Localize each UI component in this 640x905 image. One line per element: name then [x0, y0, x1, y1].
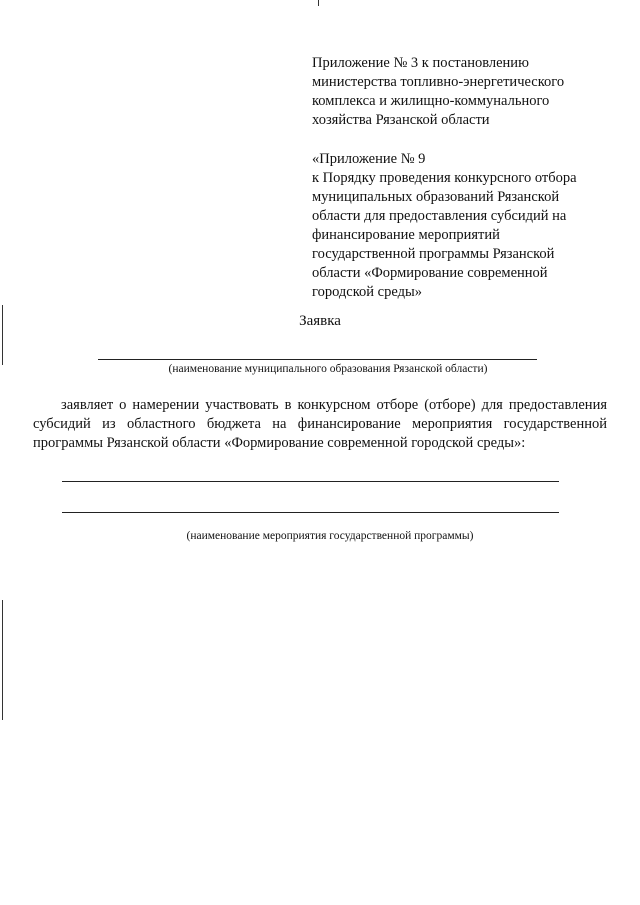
appendix-header	[312, 54, 612, 302]
event-caption: (наименование мероприятия государственной программы)	[186, 530, 474, 542]
spacer	[312, 130, 612, 150]
appendix-nine-reference: «Приложение № 9 к Порядку проведения конкурсного отбора муниципальных образований Рязанской области для предоставления субсидий на финансирование мероприятий государственной программы Рязанской области «Формирование современной городской среды»	[312, 151, 577, 300]
scan-edge-mark	[318, 0, 319, 6]
event-fill-line-2	[62, 512, 559, 513]
event-fill-line-1	[62, 481, 559, 482]
appendix-reference: Приложение № 3 к постановлению министерства топливно-энергетического комплекса и жилищно-коммунального хозяйства Рязанской области	[312, 55, 565, 128]
scan-edge-mark	[2, 600, 3, 720]
application-statement: заявляет о намерении участвовать в конкурсном отборе (отборе) для предоставления субсидий из областного бюджета на финансирование мероприятия государственной программы Рязанской области «Формирование современной городской среды»:	[33, 397, 607, 451]
municipality-caption: (наименование муниципального образования Рязанской области)	[168, 363, 488, 375]
municipality-fill-line	[98, 359, 537, 360]
document-title: Заявка	[299, 313, 341, 329]
